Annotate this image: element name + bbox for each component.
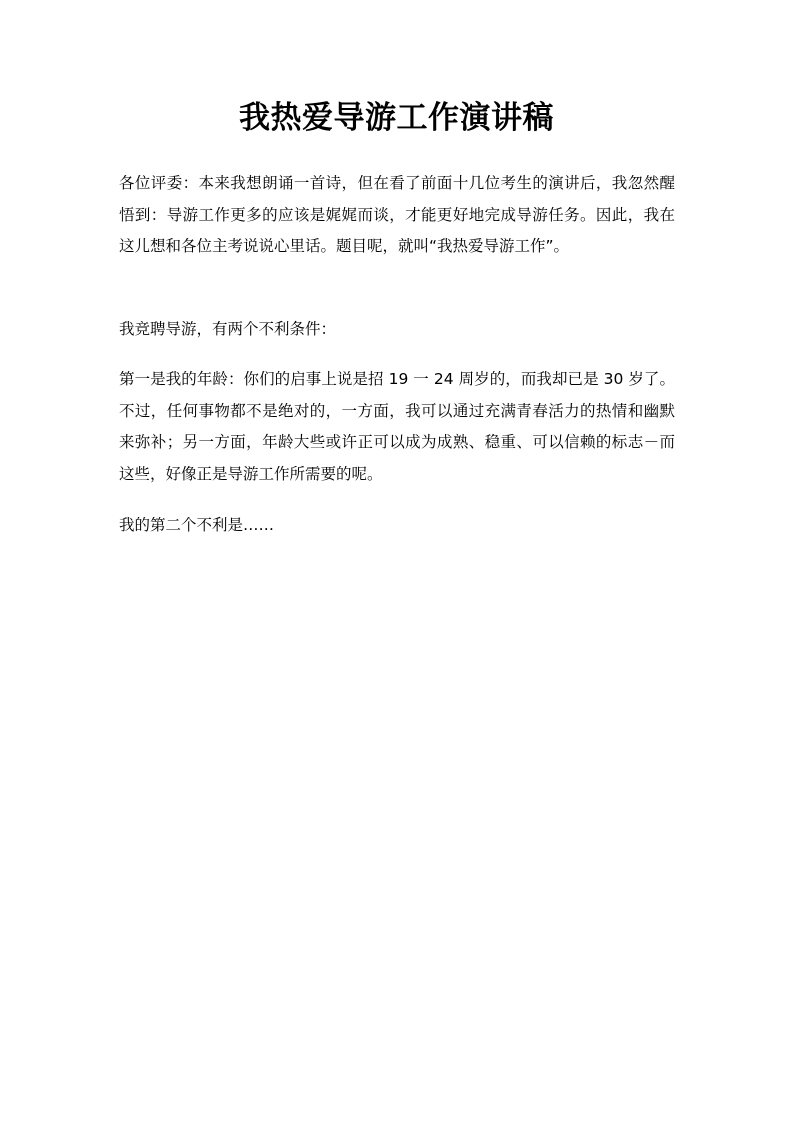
document-title: 我热爱导游工作演讲稿	[239, 100, 554, 136]
paragraph-second-condition: 我的第二个不利是……	[119, 516, 275, 534]
paragraph-first-condition: 第一是我的年龄：你们的启事上说是招 19 一 24 周岁的，而我却已是 30 岁了。不过，任何事物都不是绝对的，一方面，我可以通过充满青春活力的热情和幽默来弥补；另一方面，年龄大些或许正可以成为成熟、稳重、可以信赖的标志－而这些，好像正是导游工作所需要的呢。	[119, 370, 675, 483]
paragraph-intro: 各位评委：本来我想朗诵一首诗，但在看了前面十几位考生的演讲后，我忽然醒悟到：导游工作更多的应该是娓娓而谈，才能更好地完成导游任务。因此，我在这儿想和各位主考说说心里话。题目呢，就叫“我热爱导游工作”。	[119, 174, 675, 255]
paragraph-conditions: 我竞聘导游，有两个不利条件：	[119, 320, 337, 338]
